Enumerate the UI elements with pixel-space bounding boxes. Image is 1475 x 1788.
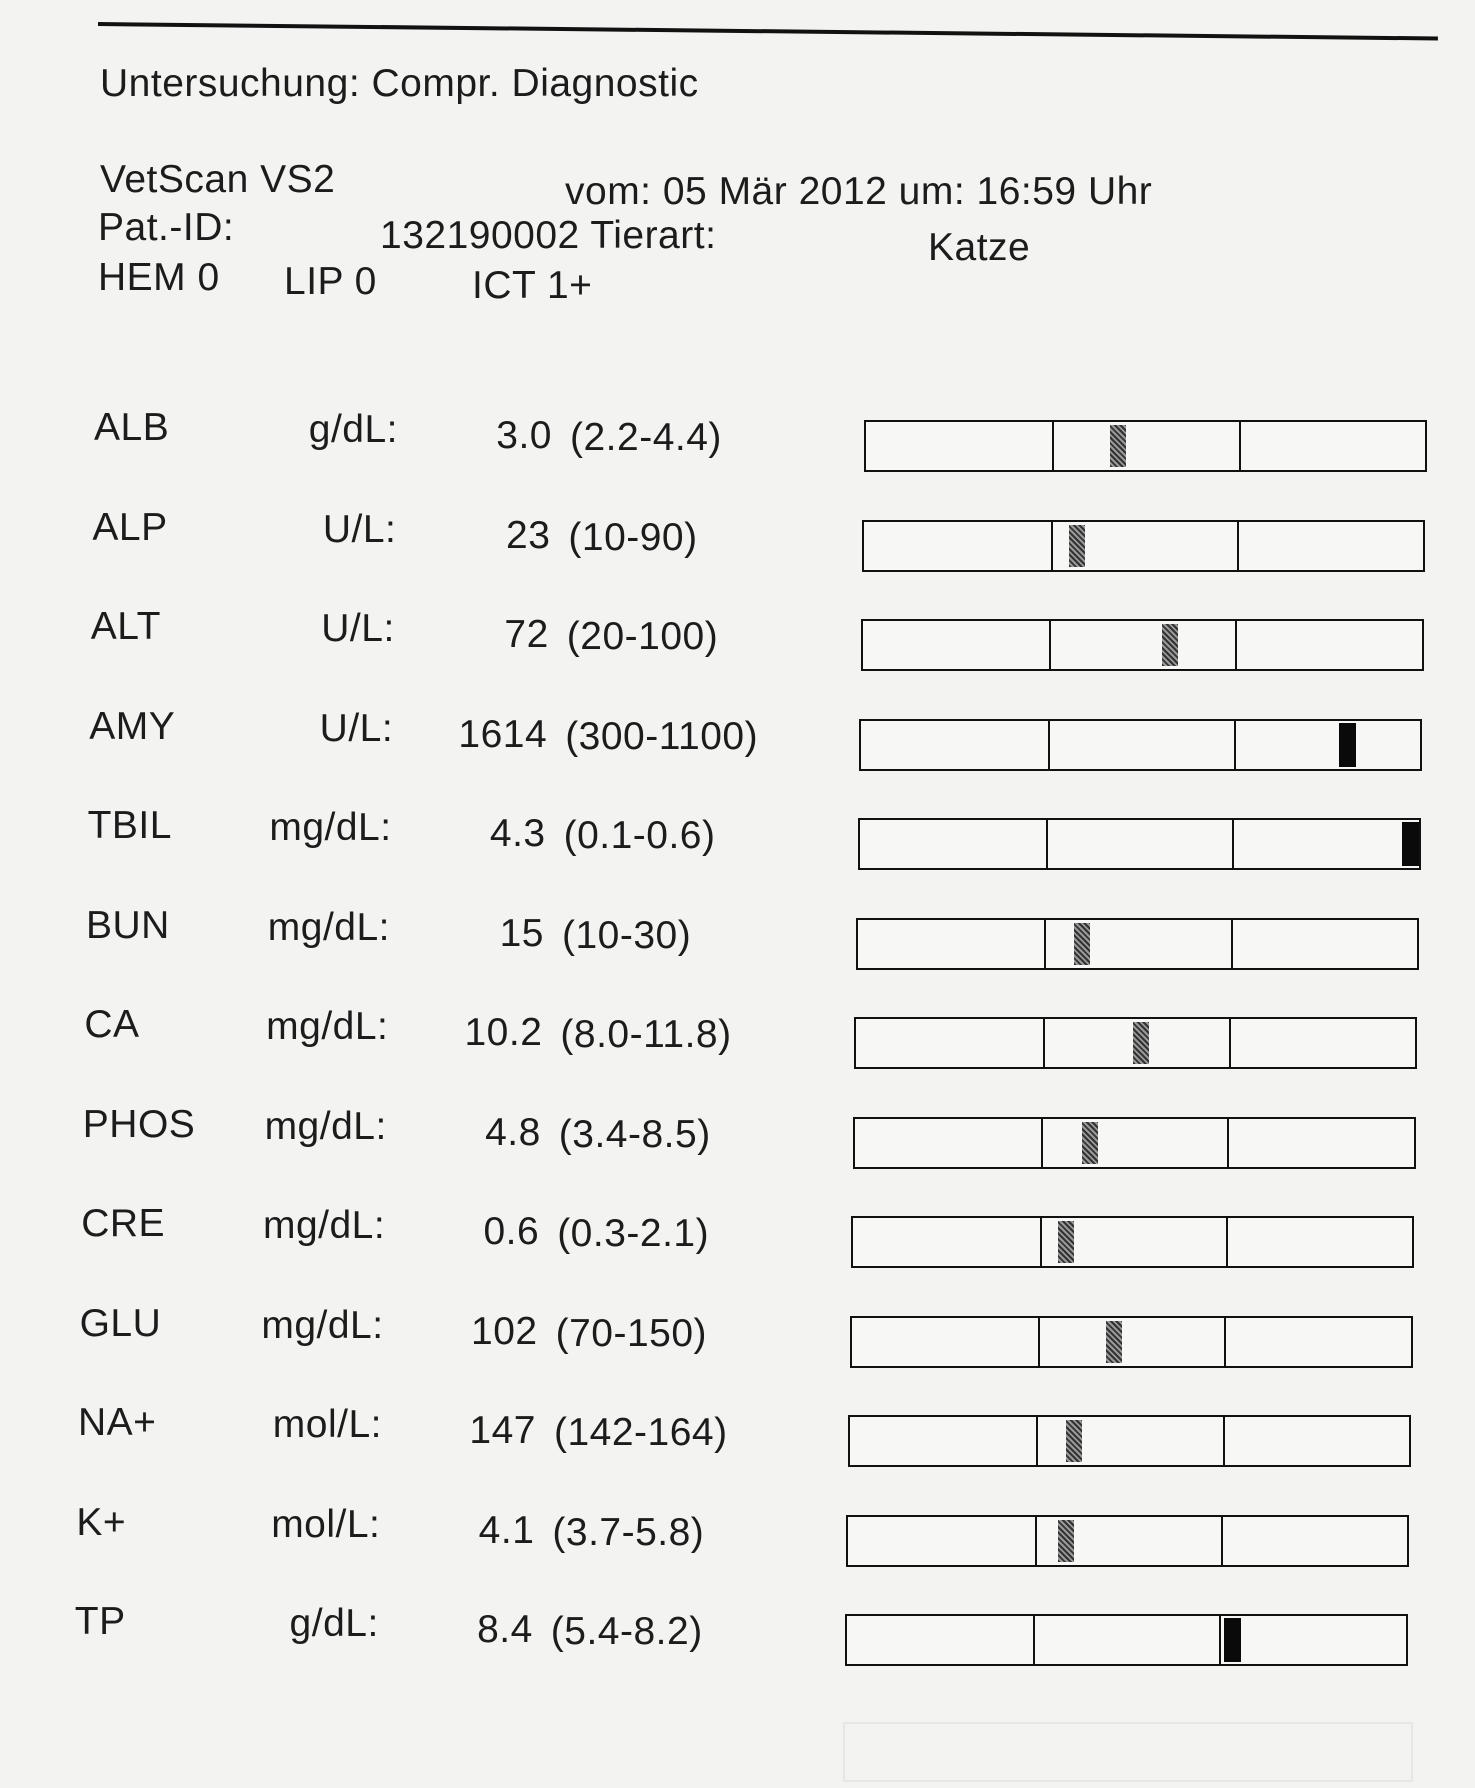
reference-range: (10-90) <box>568 515 698 559</box>
range-bar <box>859 719 1422 771</box>
reference-range: (2.2-4.4) <box>570 416 722 459</box>
analyte-name: K+ <box>76 1500 127 1544</box>
analyte-unit: mg/dL: <box>266 1005 389 1048</box>
result-row <box>0 1103 1475 1193</box>
analyte-unit: mg/dL: <box>264 1104 387 1148</box>
patient-id-label: Pat.-ID: <box>98 206 235 249</box>
range-bar <box>851 1216 1414 1268</box>
range-bar-divider <box>1043 1019 1045 1067</box>
analyte-unit: mg/dL: <box>262 1204 386 1247</box>
range-bar-divider <box>1239 422 1241 470</box>
analyte-value: 102 <box>471 1309 538 1353</box>
result-row <box>0 1600 1475 1690</box>
analyte-unit: mol/L: <box>271 1502 381 1546</box>
range-bar <box>861 619 1424 671</box>
result-row <box>0 1302 1475 1392</box>
range-bar-divider <box>1052 422 1054 470</box>
range-bar-divider <box>1235 621 1237 669</box>
analyte-name: ALB <box>94 406 170 449</box>
result-row <box>0 705 1475 795</box>
reference-range: (8.0-11.8) <box>560 1013 732 1056</box>
result-row <box>0 804 1475 894</box>
analyte-unit: mg/dL: <box>267 905 390 949</box>
analyte-name: BUN <box>86 903 170 947</box>
range-bar-divider <box>1038 1318 1040 1366</box>
result-marker <box>1058 1520 1074 1562</box>
range-bar-divider <box>1229 1019 1231 1067</box>
analyte-value: 147 <box>469 1409 536 1452</box>
analyte-name: TBIL <box>87 804 172 847</box>
analyte-unit: g/dL: <box>289 1602 379 1645</box>
range-bar <box>845 1614 1408 1666</box>
exam-date: vom: 05 Mär 2012 um: 16:59 Uhr <box>565 170 1153 213</box>
result-row <box>0 1401 1475 1491</box>
range-bar <box>864 420 1427 472</box>
analyte-unit: mg/dL: <box>261 1303 384 1347</box>
range-bar-divider <box>1224 1318 1226 1366</box>
range-bar-divider <box>1048 721 1050 769</box>
analyte-name: TP <box>74 1600 126 1643</box>
reference-range: (0.3-2.1) <box>557 1212 710 1255</box>
result-marker <box>1162 624 1178 666</box>
range-bar <box>850 1316 1413 1368</box>
species: Katze <box>928 226 1031 269</box>
device-name: VetScan VS2 <box>100 158 336 201</box>
reference-range: (70-150) <box>555 1311 708 1355</box>
analyte-unit: U/L: <box>319 706 394 750</box>
analyte-value: 72 <box>504 613 549 656</box>
analyte-unit: U/L: <box>321 607 395 650</box>
range-bar-divider <box>1226 1218 1228 1266</box>
range-bar-divider <box>1041 1119 1043 1167</box>
range-bar <box>856 918 1419 970</box>
range-bar-divider <box>1051 522 1053 570</box>
result-row <box>0 605 1475 695</box>
range-bar <box>848 1415 1411 1467</box>
result-marker <box>1058 1221 1074 1263</box>
result-marker <box>1110 425 1126 467</box>
reference-range: (300-1100) <box>565 714 759 758</box>
analyte-name: ALT <box>90 605 161 648</box>
analyte-name: CA <box>84 1003 140 1046</box>
analyte-value: 15 <box>499 911 544 955</box>
result-marker <box>1224 1618 1241 1662</box>
analyte-unit: g/dL: <box>308 408 398 451</box>
lip-index: LIP 0 <box>284 260 377 303</box>
reference-range: (3.4-8.5) <box>558 1112 711 1156</box>
range-bar-divider <box>1234 721 1236 769</box>
range-bar-divider <box>1221 1517 1223 1565</box>
reference-range: (0.1-0.6) <box>563 814 716 857</box>
analyte-value: 10.2 <box>464 1011 543 1054</box>
ict-index: ICT 1+ <box>472 264 593 307</box>
analyte-name: CRE <box>81 1202 166 1245</box>
analyte-unit: U/L: <box>322 507 397 551</box>
reference-range: (142-164) <box>554 1411 728 1454</box>
range-bar <box>854 1017 1417 1069</box>
range-bar-divider <box>1036 1417 1038 1465</box>
result-row <box>0 506 1475 596</box>
analyte-value: 4.8 <box>485 1110 541 1154</box>
range-bar-divider <box>1231 920 1233 968</box>
range-bar-divider <box>1035 1517 1037 1565</box>
analyte-name: NA+ <box>78 1401 157 1444</box>
analyte-value: 23 <box>506 513 551 557</box>
reference-range: (20-100) <box>566 615 719 658</box>
range-bar-divider <box>1237 522 1239 570</box>
result-marker <box>1402 822 1419 866</box>
range-bar-divider <box>1040 1218 1042 1266</box>
range-bar <box>862 520 1425 572</box>
hem-index: HEM 0 <box>98 256 220 299</box>
analyte-value: 1614 <box>458 712 548 756</box>
result-marker <box>1106 1321 1122 1363</box>
analyte-value: 8.4 <box>477 1608 533 1651</box>
analyte-unit: mol/L: <box>272 1403 382 1446</box>
range-bar-divider <box>1227 1119 1229 1167</box>
range-bar-divider <box>1223 1417 1225 1465</box>
result-row <box>0 1501 1475 1591</box>
range-bar <box>858 818 1421 870</box>
result-marker <box>1082 1122 1098 1164</box>
range-bar-divider <box>1049 621 1051 669</box>
reference-range: (3.7-5.8) <box>552 1510 705 1554</box>
analyte-name: ALP <box>92 505 168 549</box>
reference-range: (5.4-8.2) <box>550 1610 703 1653</box>
result-marker <box>1339 723 1356 767</box>
range-bar-divider <box>1044 920 1046 968</box>
result-row <box>0 406 1475 496</box>
result-marker <box>1133 1022 1149 1064</box>
analyte-value: 4.3 <box>489 812 546 855</box>
range-bar-divider <box>1033 1616 1035 1664</box>
range-bar <box>853 1117 1416 1169</box>
analyte-value: 0.6 <box>483 1210 540 1253</box>
patient-id: 132190002 Tierart: <box>380 214 717 257</box>
result-marker <box>1069 525 1085 567</box>
analyte-name: GLU <box>79 1301 162 1345</box>
analyte-name: PHOS <box>82 1102 196 1146</box>
range-bar-divider <box>1232 820 1234 868</box>
analyte-name: AMY <box>89 704 176 748</box>
range-bar-divider <box>1046 820 1048 868</box>
result-marker <box>1066 1420 1082 1462</box>
result-marker <box>1074 923 1090 965</box>
result-row <box>0 1202 1475 1292</box>
range-bar-divider <box>1219 1616 1221 1664</box>
bleed-through-box <box>843 1722 1413 1782</box>
analyte-unit: mg/dL: <box>269 806 392 849</box>
result-row <box>0 1003 1475 1093</box>
reference-range: (10-30) <box>562 913 692 957</box>
analyte-value: 4.1 <box>478 1508 535 1552</box>
analyte-value: 3.0 <box>496 414 552 457</box>
result-row <box>0 904 1475 994</box>
exam-title: Untersuchung: Compr. Diagnostic <box>100 62 699 105</box>
range-bar <box>846 1515 1409 1567</box>
